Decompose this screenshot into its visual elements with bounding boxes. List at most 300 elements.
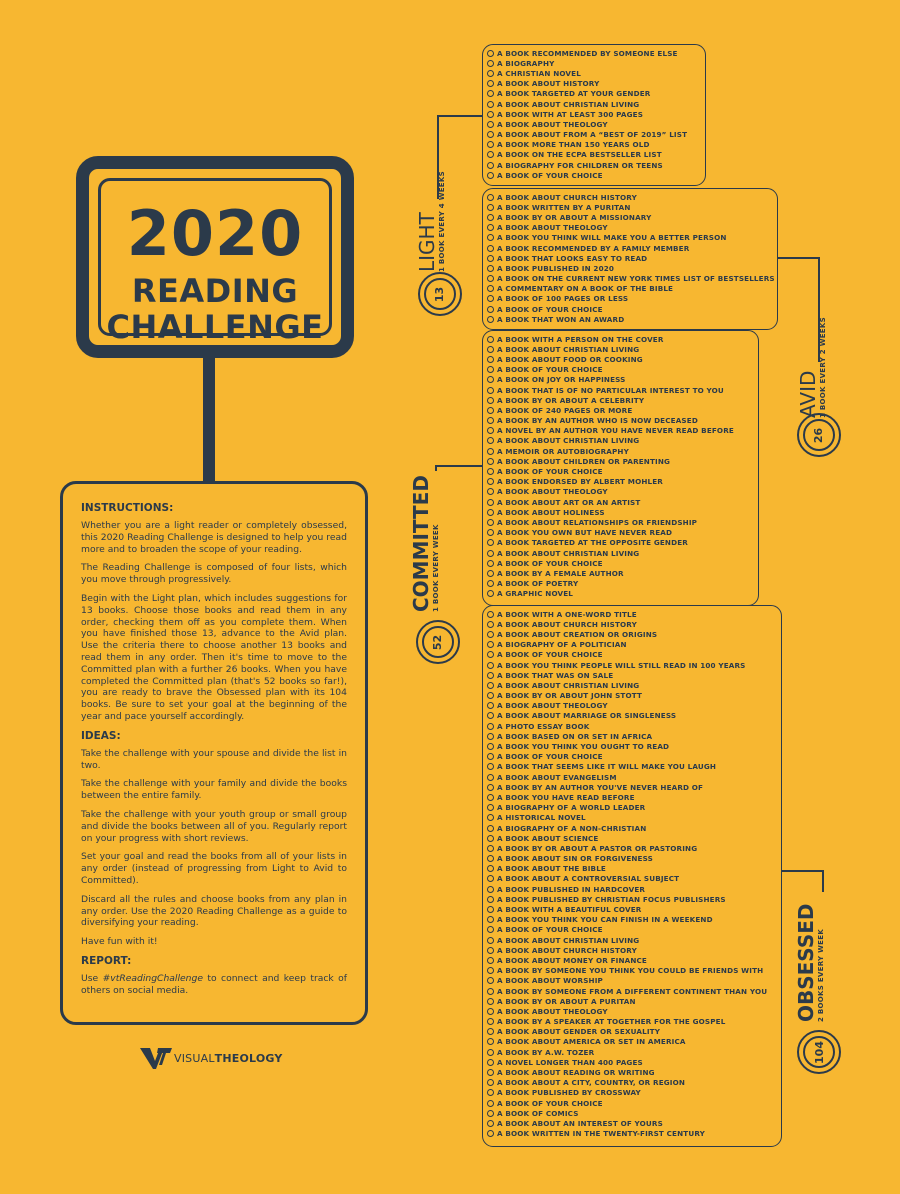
report-text xyxy=(81,973,347,997)
book-criteria-label: A BOOK ABOUT RELATIONSHIPS OR FRIENDSHIP xyxy=(497,517,698,527)
committed-subtitle: 1 BOOK EVERY WEEK xyxy=(432,524,440,612)
checkbox-circle-icon[interactable] xyxy=(487,712,494,719)
book-criteria-label: A BOOK THAT IS OF NO PARTICULAR INTEREST TO YOU xyxy=(497,385,724,395)
book-criteria-label: A BOOK ABOUT CHRISTIAN LIVING xyxy=(497,99,640,109)
book-criteria-label: A BOOK ABOUT HISTORY xyxy=(497,79,600,89)
obsessed-list-item xyxy=(487,904,781,914)
book-criteria-label: A BOOK BY A.W. TOZER xyxy=(497,1047,595,1057)
obsessed-connector-v xyxy=(822,870,824,892)
light-list-item xyxy=(487,89,705,99)
obsessed-list-item xyxy=(487,752,781,762)
book-criteria-label: A BOOK ABOUT THEOLOGY xyxy=(497,487,608,497)
checkbox-circle-icon[interactable] xyxy=(487,245,494,252)
checkbox-circle-icon[interactable] xyxy=(487,682,494,689)
light-connector-h xyxy=(437,115,485,117)
book-criteria-label: A BOOK ABOUT CHRISTIAN LIVING xyxy=(497,548,640,558)
checkbox-circle-icon[interactable] xyxy=(487,265,494,272)
checkbox-circle-icon[interactable] xyxy=(487,865,494,872)
obsessed-list-item xyxy=(487,772,781,782)
checkbox-circle-icon[interactable] xyxy=(487,172,494,179)
checkbox-circle-icon[interactable] xyxy=(487,774,494,781)
title-sign-inner-border xyxy=(98,178,332,346)
book-criteria-label: A BOOK WRITTEN BY A PURITAN xyxy=(497,202,631,212)
checkbox-circle-icon[interactable] xyxy=(487,753,494,760)
avid-list-item xyxy=(487,202,777,212)
book-criteria-label: A NOVEL BY AN AUTHOR YOU HAVE NEVER READ BEFORE xyxy=(497,426,734,436)
book-criteria-label: A BOOK WITH A ONE-WORD TITLE xyxy=(497,609,637,619)
obsessed-name: OBSESSED xyxy=(794,903,818,1022)
obsessed-list-item xyxy=(487,1027,781,1037)
light-list-item xyxy=(487,160,705,170)
committed-list-item xyxy=(487,548,758,558)
checkbox-circle-icon[interactable] xyxy=(487,131,494,138)
committed-list-item xyxy=(487,466,758,476)
book-criteria-label: A BOOK ABOUT EVANGELISM xyxy=(497,772,617,782)
book-criteria-label: A BOOK ABOUT SIN OR FORGIVENESS xyxy=(497,854,653,864)
obsessed-list-item xyxy=(487,945,781,955)
checkbox-circle-icon[interactable] xyxy=(487,886,494,893)
obsessed-list-item xyxy=(487,915,781,925)
book-criteria-label: A BOOK ABOUT SCIENCE xyxy=(497,833,599,843)
obsessed-list-item xyxy=(487,864,781,874)
checkbox-circle-icon[interactable] xyxy=(487,488,494,495)
committed-list-item xyxy=(487,354,758,364)
checkbox-circle-icon[interactable] xyxy=(487,926,494,933)
checkbox-circle-icon[interactable] xyxy=(487,214,494,221)
book-criteria-label: A GRAPHIC NOVEL xyxy=(497,589,574,599)
book-criteria-label: A BOOK OF YOUR CHOICE xyxy=(497,558,603,568)
checkbox-circle-icon[interactable] xyxy=(487,560,494,567)
checkbox-circle-icon[interactable] xyxy=(487,316,494,323)
avid-list-item xyxy=(487,284,777,294)
book-criteria-label: A BOOK ON THE CURRENT NEW YORK TIMES LIST OF BESTSELLERS xyxy=(497,274,775,284)
obsessed-list-item xyxy=(487,925,781,935)
light-subtitle: 1 BOOK EVERY 4 WEEKS xyxy=(438,171,446,272)
checkbox-circle-icon[interactable] xyxy=(487,580,494,587)
checkbox-circle-icon[interactable] xyxy=(487,448,494,455)
book-criteria-label: A BOOK YOU THINK YOU OUGHT TO READ xyxy=(497,742,670,752)
checkbox-circle-icon[interactable] xyxy=(487,814,494,821)
checkbox-circle-icon[interactable] xyxy=(487,957,494,964)
book-criteria-label: A BOOK BY A SPEAKER AT TOGETHER FOR THE GOSPEL xyxy=(497,1017,726,1027)
obsessed-list-item xyxy=(487,884,781,894)
checkbox-circle-icon[interactable] xyxy=(487,825,494,832)
checkbox-circle-icon[interactable] xyxy=(487,1008,494,1015)
obsessed-list-item xyxy=(487,843,781,853)
instructions-paragraph: The Reading Challenge is composed of four lists, which you move through progressively. xyxy=(81,562,347,586)
book-criteria-label: A BIOGRAPHY FOR CHILDREN OR TEENS xyxy=(497,160,663,170)
book-criteria-label: A BOOK OF YOUR CHOICE xyxy=(497,650,603,660)
book-criteria-label: A BOOK BY SOMEONE YOU THINK YOU COULD BE FRIENDS WITH xyxy=(497,966,764,976)
checkbox-circle-icon[interactable] xyxy=(487,529,494,536)
checkbox-circle-icon[interactable] xyxy=(487,937,494,944)
book-criteria-label: A BOOK ABOUT THEOLOGY xyxy=(497,701,608,711)
book-criteria-label: A BOOK ON JOY OR HAPPINESS xyxy=(497,375,626,385)
checkbox-circle-icon[interactable] xyxy=(487,845,494,852)
avid-count-badge xyxy=(797,413,841,457)
obsessed-list-item xyxy=(487,1098,781,1108)
logo-word-theology: THEOLOGY xyxy=(214,1051,283,1065)
book-criteria-label: A BOOK ABOUT FROM A “BEST OF 2019” LIST xyxy=(497,130,688,140)
checkbox-circle-icon[interactable] xyxy=(487,1089,494,1096)
checkbox-circle-icon[interactable] xyxy=(487,234,494,241)
committed-list-item xyxy=(487,426,758,436)
book-criteria-label: A PHOTO ESSAY BOOK xyxy=(497,721,590,731)
obsessed-count-badge xyxy=(797,1030,841,1074)
book-criteria-label: A BOOK ABOUT THEOLOGY xyxy=(497,1006,608,1016)
book-criteria-label: A BOOK OF 240 PAGES OR MORE xyxy=(497,405,633,415)
committed-list-item xyxy=(487,568,758,578)
checkbox-circle-icon[interactable] xyxy=(487,947,494,954)
checkbox-circle-icon[interactable] xyxy=(487,295,494,302)
book-criteria-label: A BOOK ABOUT CHILDREN OR PARENTING xyxy=(497,456,671,466)
book-criteria-label: A BOOK TARGETED AT YOUR GENDER xyxy=(497,89,651,99)
light-list-item xyxy=(487,130,705,140)
checkbox-circle-icon[interactable] xyxy=(487,804,494,811)
book-criteria-label: A MEMOIR OR AUTOBIOGRAPHY xyxy=(497,446,629,456)
book-criteria-label: A BOOK MORE THAN 150 YEARS OLD xyxy=(497,140,650,150)
obsessed-list-item xyxy=(487,680,781,690)
checkbox-circle-icon[interactable] xyxy=(487,101,494,108)
instructions-body xyxy=(81,520,347,723)
book-criteria-label: A BIOGRAPHY OF A POLITICIAN xyxy=(497,640,627,650)
checkbox-circle-icon[interactable] xyxy=(487,662,494,669)
checkbox-circle-icon[interactable] xyxy=(487,70,494,77)
report-prefix: Use xyxy=(81,972,103,984)
checkbox-circle-icon[interactable] xyxy=(487,763,494,770)
checkbox-circle-icon[interactable] xyxy=(487,275,494,282)
checkbox-circle-icon[interactable] xyxy=(487,784,494,791)
checkbox-circle-icon[interactable] xyxy=(487,550,494,557)
obsessed-list-item xyxy=(487,996,781,1006)
obsessed-list-item xyxy=(487,691,781,701)
checkbox-circle-icon[interactable] xyxy=(487,1069,494,1076)
checkbox-circle-icon[interactable] xyxy=(487,80,494,87)
checkbox-circle-icon[interactable] xyxy=(487,468,494,475)
light-name: LIGHT xyxy=(415,212,439,272)
obsessed-count-inner xyxy=(803,1036,835,1068)
ideas-heading: IDEAS: xyxy=(81,729,121,742)
avid-list-item xyxy=(487,253,777,263)
obsessed-list-item xyxy=(487,955,781,965)
light-list-item xyxy=(487,140,705,150)
checkbox-circle-icon[interactable] xyxy=(487,162,494,169)
checkbox-circle-icon[interactable] xyxy=(487,672,494,679)
checkbox-circle-icon[interactable] xyxy=(487,121,494,128)
checkbox-circle-icon[interactable] xyxy=(487,967,494,974)
checkbox-circle-icon[interactable] xyxy=(487,306,494,313)
checkbox-circle-icon[interactable] xyxy=(487,611,494,618)
obsessed-list-item xyxy=(487,1047,781,1057)
committed-list-item xyxy=(487,405,758,415)
obsessed-list-item xyxy=(487,813,781,823)
light-count-badge xyxy=(418,272,462,316)
obsessed-list-item xyxy=(487,1006,781,1016)
committed-list-item xyxy=(487,446,758,456)
checkbox-circle-icon[interactable] xyxy=(487,376,494,383)
checkbox-circle-icon[interactable] xyxy=(487,437,494,444)
obsessed-list-item xyxy=(487,966,781,976)
committed-book-list xyxy=(482,330,759,606)
book-criteria-label: A BOOK OF YOUR CHOICE xyxy=(497,365,603,375)
light-label xyxy=(416,171,447,272)
checkbox-circle-icon[interactable] xyxy=(487,1038,494,1045)
committed-list-item xyxy=(487,395,758,405)
checkbox-circle-icon[interactable] xyxy=(487,1028,494,1035)
book-criteria-label: A CHRISTIAN NOVEL xyxy=(497,68,581,78)
light-list-item xyxy=(487,58,705,68)
avid-book-list xyxy=(482,188,778,330)
obsessed-label xyxy=(795,904,826,1023)
checkbox-circle-icon[interactable] xyxy=(487,141,494,148)
checkbox-circle-icon[interactable] xyxy=(487,204,494,211)
checkbox-circle-icon[interactable] xyxy=(487,794,494,801)
book-criteria-label: A BOOK ABOUT A CONTROVERSIAL SUBJECT xyxy=(497,874,680,884)
book-criteria-label: A BOOK OF YOUR CHOICE xyxy=(497,925,603,935)
book-criteria-label: A BOOK ABOUT CHRISTIAN LIVING xyxy=(497,344,640,354)
book-criteria-label: A BOOK YOU THINK YOU CAN FINISH IN A WEEKEND xyxy=(497,915,713,925)
checkbox-circle-icon[interactable] xyxy=(487,692,494,699)
checkbox-circle-icon[interactable] xyxy=(487,988,494,995)
instructions-panel xyxy=(60,481,368,1025)
book-criteria-label: A BOOK WITH A PERSON ON THE COVER xyxy=(497,334,664,344)
obsessed-list-item xyxy=(487,1129,781,1139)
checkbox-circle-icon[interactable] xyxy=(487,366,494,373)
vt-logo-icon xyxy=(140,1045,172,1071)
committed-list-item xyxy=(487,558,758,568)
avid-list-item xyxy=(487,304,777,314)
checkbox-circle-icon[interactable] xyxy=(487,509,494,516)
book-criteria-label: A BOOK ABOUT HOLINESS xyxy=(497,507,605,517)
book-criteria-label: A BOOK BY OR ABOUT A MISSIONARY xyxy=(497,212,652,222)
report-heading: REPORT: xyxy=(81,954,132,967)
ideas-paragraph: Set your goal and read the books from all of your lists in any order (instead of progressing from Light to Avid to Committed). xyxy=(81,851,347,886)
book-criteria-label: A BOOK BY AN AUTHOR WHO IS NOW DECEASED xyxy=(497,416,698,426)
checkbox-circle-icon[interactable] xyxy=(487,723,494,730)
obsessed-list-item xyxy=(487,721,781,731)
obsessed-list-item xyxy=(487,741,781,751)
checkbox-circle-icon[interactable] xyxy=(487,1079,494,1086)
checkbox-circle-icon[interactable] xyxy=(487,539,494,546)
book-criteria-label: A BOOK ABOUT FOOD OR COOKING xyxy=(497,354,643,364)
checkbox-circle-icon[interactable] xyxy=(487,387,494,394)
book-criteria-label: A BOOK OF YOUR CHOICE xyxy=(497,304,603,314)
book-criteria-label: A BOOK PUBLISHED BY CROSSWAY xyxy=(497,1088,641,1098)
checkbox-circle-icon[interactable] xyxy=(487,60,494,67)
checkbox-circle-icon[interactable] xyxy=(487,855,494,862)
avid-list-item xyxy=(487,223,777,233)
checkbox-circle-icon[interactable] xyxy=(487,641,494,648)
checkbox-circle-icon[interactable] xyxy=(487,835,494,842)
obsessed-list-item xyxy=(487,782,781,792)
obsessed-list-item xyxy=(487,1078,781,1088)
checkbox-circle-icon[interactable] xyxy=(487,346,494,353)
avid-connector-h xyxy=(776,257,820,259)
ideas-paragraph: Have fun with it! xyxy=(81,936,158,948)
obsessed-book-list xyxy=(482,605,782,1147)
book-criteria-label: A HISTORICAL NOVEL xyxy=(497,813,586,823)
book-criteria-label: A BOOK OF 100 PAGES OR LESS xyxy=(497,294,629,304)
checkbox-circle-icon[interactable] xyxy=(487,151,494,158)
avid-list-item xyxy=(487,263,777,273)
checkbox-circle-icon[interactable] xyxy=(487,906,494,913)
checkbox-circle-icon[interactable] xyxy=(487,519,494,526)
checkbox-circle-icon[interactable] xyxy=(487,977,494,984)
committed-list-item xyxy=(487,456,758,466)
checkbox-circle-icon[interactable] xyxy=(487,1018,494,1025)
checkbox-circle-icon[interactable] xyxy=(487,896,494,903)
obsessed-list-item xyxy=(487,935,781,945)
checkbox-circle-icon[interactable] xyxy=(487,458,494,465)
obsessed-list-item xyxy=(487,640,781,650)
book-criteria-label: A BOOK WITH A BEAUTIFUL COVER xyxy=(497,905,642,915)
obsessed-list-item xyxy=(487,874,781,884)
obsessed-list-item xyxy=(487,792,781,802)
avid-list-item xyxy=(487,192,777,202)
checkbox-circle-icon[interactable] xyxy=(487,1049,494,1056)
book-criteria-label: A BOOK ENDORSED BY ALBERT MOHLER xyxy=(497,477,663,487)
obsessed-list-item xyxy=(487,711,781,721)
obsessed-list-item xyxy=(487,1037,781,1047)
obsessed-list-item xyxy=(487,833,781,843)
checkbox-circle-icon[interactable] xyxy=(487,621,494,628)
checkbox-circle-icon[interactable] xyxy=(487,336,494,343)
book-criteria-label: A BOOK BY A FEMALE AUTHOR xyxy=(497,568,624,578)
book-criteria-label: A BOOK ABOUT GENDER OR SEXUALITY xyxy=(497,1027,661,1037)
title-challenge: CHALLENGE xyxy=(106,308,324,346)
checkbox-circle-icon[interactable] xyxy=(487,743,494,750)
obsessed-list-item xyxy=(487,894,781,904)
committed-connector-v xyxy=(435,465,437,471)
checkbox-circle-icon[interactable] xyxy=(487,194,494,201)
checkbox-circle-icon[interactable] xyxy=(487,499,494,506)
committed-count: 52 xyxy=(431,634,445,650)
committed-name: COMMITTED xyxy=(409,475,433,612)
book-criteria-label: A BOOK ABOUT MARRIAGE OR SINGLENESS xyxy=(497,711,677,721)
committed-count-badge xyxy=(416,620,460,664)
book-criteria-label: A BOOK OF YOUR CHOICE xyxy=(497,170,603,180)
light-book-list xyxy=(482,44,706,186)
book-criteria-label: A BOOK OF YOUR CHOICE xyxy=(497,1098,603,1108)
committed-list-item xyxy=(487,334,758,344)
checkbox-circle-icon[interactable] xyxy=(487,285,494,292)
obsessed-list-item xyxy=(487,660,781,670)
light-count: 13 xyxy=(433,286,447,302)
book-criteria-label: A BIOGRAPHY OF A NON-CHRISTIAN xyxy=(497,823,647,833)
book-criteria-label: A BIOGRAPHY xyxy=(497,58,555,68)
committed-list-item xyxy=(487,477,758,487)
checkbox-circle-icon[interactable] xyxy=(487,733,494,740)
checkbox-circle-icon[interactable] xyxy=(487,397,494,404)
avid-label xyxy=(797,317,828,418)
book-criteria-label: A BOOK RECOMMENDED BY A FAMILY MEMBER xyxy=(497,243,690,253)
book-criteria-label: A BOOK ON THE ECPA BESTSELLER LIST xyxy=(497,150,662,160)
book-criteria-label: A BOOK ABOUT CHRISTIAN LIVING xyxy=(497,436,640,446)
checkbox-circle-icon[interactable] xyxy=(487,590,494,597)
checkbox-circle-icon[interactable] xyxy=(487,702,494,709)
book-criteria-label: A BOOK ABOUT CHRISTIAN LIVING xyxy=(497,680,640,690)
checkbox-circle-icon[interactable] xyxy=(487,570,494,577)
checkbox-circle-icon[interactable] xyxy=(487,1120,494,1127)
checkbox-circle-icon[interactable] xyxy=(487,50,494,57)
checkbox-circle-icon[interactable] xyxy=(487,478,494,485)
checkbox-circle-icon[interactable] xyxy=(487,651,494,658)
checkbox-circle-icon[interactable] xyxy=(487,427,494,434)
checkbox-circle-icon[interactable] xyxy=(487,255,494,262)
checkbox-circle-icon[interactable] xyxy=(487,224,494,231)
book-criteria-label: A BOOK OF POETRY xyxy=(497,579,579,589)
obsessed-list-item xyxy=(487,976,781,986)
checkbox-circle-icon[interactable] xyxy=(487,90,494,97)
checkbox-circle-icon[interactable] xyxy=(487,1059,494,1066)
committed-count-inner xyxy=(422,626,454,658)
committed-label xyxy=(410,475,441,612)
logo-wordmark xyxy=(174,1052,283,1065)
checkbox-circle-icon[interactable] xyxy=(487,998,494,1005)
checkbox-circle-icon[interactable] xyxy=(487,1130,494,1137)
checkbox-circle-icon[interactable] xyxy=(487,407,494,414)
book-criteria-label: A BOOK BY OR ABOUT A PASTOR OR PASTORING xyxy=(497,843,698,853)
checkbox-circle-icon[interactable] xyxy=(487,875,494,882)
book-criteria-label: A NOVEL LONGER THAN 400 PAGES xyxy=(497,1057,643,1067)
book-criteria-label: A BOOK ABOUT THEOLOGY xyxy=(497,119,608,129)
book-criteria-label: A BOOK YOU THINK PEOPLE WILL STILL READ IN 100 YEARS xyxy=(497,660,746,670)
title-year: 2020 xyxy=(126,197,304,270)
checkbox-circle-icon[interactable] xyxy=(487,356,494,363)
ideas-paragraph: Take the challenge with your youth group or small group and divide the books between all of you. Regularly report on your progress with short reviews. xyxy=(81,808,347,844)
checkbox-circle-icon[interactable] xyxy=(487,417,494,424)
book-criteria-label: A BOOK YOU OWN BUT HAVE NEVER READ xyxy=(497,528,673,538)
committed-list-item xyxy=(487,385,758,395)
logo-word-visual: VISUAL xyxy=(174,1051,215,1065)
obsessed-list-item xyxy=(487,731,781,741)
light-list-item xyxy=(487,109,705,119)
book-criteria-label: A BOOK WITH AT LEAST 300 PAGES xyxy=(497,109,644,119)
committed-list-item xyxy=(487,538,758,548)
light-count-inner xyxy=(424,278,456,310)
book-criteria-label: A BOOK ABOUT CHRISTIAN LIVING xyxy=(497,935,640,945)
book-criteria-label: A BIOGRAPHY OF A WORLD LEADER xyxy=(497,803,646,813)
committed-list-item xyxy=(487,507,758,517)
checkbox-circle-icon[interactable] xyxy=(487,1100,494,1107)
book-criteria-label: A BOOK RECOMMENDED BY SOMEONE ELSE xyxy=(497,48,678,58)
obsessed-list-item xyxy=(487,823,781,833)
checkbox-circle-icon[interactable] xyxy=(487,916,494,923)
light-list-item xyxy=(487,79,705,89)
book-criteria-label: A BOOK WRITTEN IN THE TWENTY-FIRST CENTURY xyxy=(497,1129,705,1139)
book-criteria-label: A BOOK ABOUT CREATION OR ORIGINS xyxy=(497,629,658,639)
checkbox-circle-icon[interactable] xyxy=(487,631,494,638)
book-criteria-label: A BOOK ABOUT CHURCH HISTORY xyxy=(497,945,637,955)
committed-connector-h xyxy=(435,465,485,467)
checkbox-circle-icon[interactable] xyxy=(487,111,494,118)
committed-list-item xyxy=(487,416,758,426)
book-criteria-label: A BOOK ABOUT MONEY OR FINANCE xyxy=(497,955,647,965)
sign-post xyxy=(203,356,215,484)
checkbox-circle-icon[interactable] xyxy=(487,1110,494,1117)
book-criteria-label: A BOOK ABOUT CHURCH HISTORY xyxy=(497,192,637,202)
avid-list-item xyxy=(487,294,777,304)
obsessed-list-item xyxy=(487,609,781,619)
obsessed-connector-h xyxy=(780,870,824,872)
obsessed-list-item xyxy=(487,1057,781,1067)
book-criteria-label: A BOOK PUBLISHED IN 2020 xyxy=(497,263,615,273)
avid-name: AVID xyxy=(796,370,820,418)
obsessed-list-item xyxy=(487,629,781,639)
obsessed-list-item xyxy=(487,1108,781,1118)
committed-list-item xyxy=(487,497,758,507)
book-criteria-label: A BOOK BY AN AUTHOR YOU'VE NEVER HEARD OF xyxy=(497,782,704,792)
